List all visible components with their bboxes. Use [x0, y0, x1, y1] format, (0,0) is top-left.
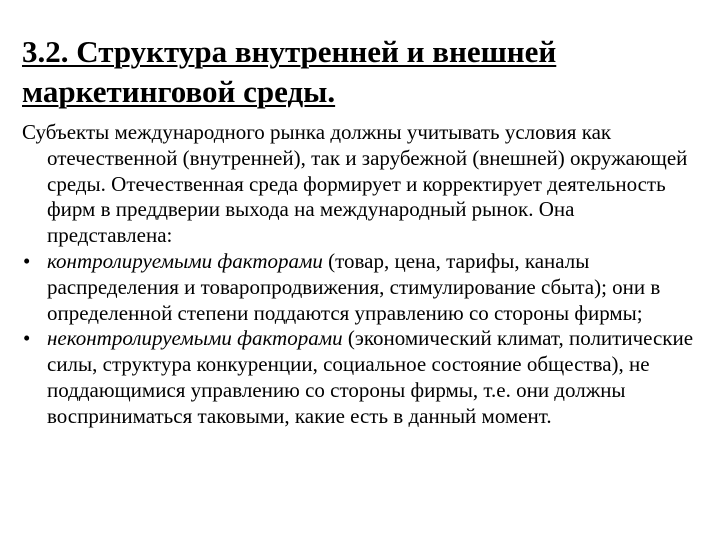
bullet-marker: • — [23, 248, 31, 273]
bullet-item-controlled — [22, 249, 698, 326]
slide-body — [22, 120, 698, 430]
bullet-text: (товар, цена, тарифы, каналы распределения и товаропродвижения, стимулирование сбыта); они в определенной степени поддаются управлению со стороны фирмы; — [47, 248, 661, 325]
bullet-marker: • — [23, 326, 31, 351]
bullet-text: (экономический климат, политические силы, структура конкуренции, социальное состояние общества), не поддающимися управлению со стороны фирмы, т.е. они должны восприниматься таковыми, какие есть в данный момент. — [47, 326, 694, 428]
bullet-emphasis: контролируемыми факторами — [47, 248, 323, 273]
bullet-emphasis: неконтролируемыми факторами — [47, 326, 343, 351]
bullet-item-uncontrolled — [22, 326, 698, 429]
slide-title: 3.2. Структура внутренней и внешней маркетинговой среды. — [22, 34, 557, 109]
intro-paragraph: Субъекты международного рынка должны учитывать условия как отечественной (внутренней), так и зарубежной (внешней) окружающей среды. Отечественная среда формирует и корректирует деятельность фирм в преддверии выхода на международный рынок. Она представлена: — [22, 120, 688, 248]
